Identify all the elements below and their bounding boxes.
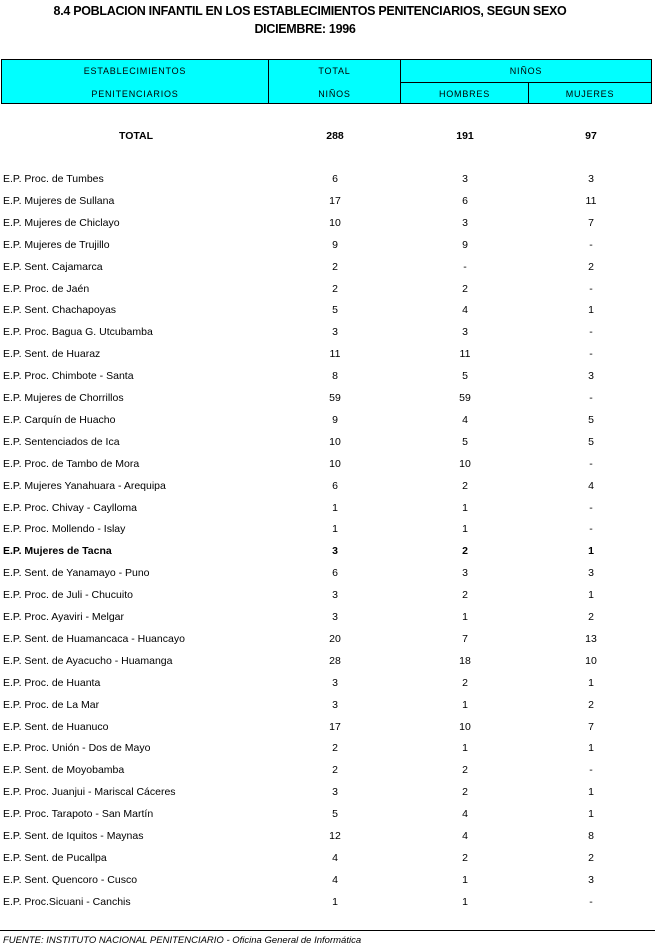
- hombres-cell: 7: [462, 632, 468, 645]
- hombres-cell: 6: [462, 194, 468, 207]
- table-row: [0, 217, 655, 233]
- mujeres-cell: 2: [588, 851, 594, 864]
- header-mujeres: MUJERES: [565, 89, 615, 99]
- header-establecimientos: ESTABLECIMIENTOS: [83, 66, 187, 76]
- mujeres-cell: -: [589, 895, 593, 908]
- hombres-cell: 1: [462, 698, 468, 711]
- establishment-name: E.P. Sentenciados de Ica: [3, 435, 120, 448]
- total-ninos-cell: 59: [329, 392, 341, 404]
- total-ninos-cell: 17: [329, 720, 341, 733]
- total-ninos-cell: 3: [332, 545, 338, 558]
- table-row: [0, 742, 655, 758]
- mujeres-cell: 1: [588, 808, 594, 821]
- establishment-name: E.P. Proc. Mollendo - Islay: [3, 523, 126, 536]
- total-ninos-cell: 5: [332, 808, 338, 821]
- establishment-name: E.P. Proc. de Tambo de Mora: [3, 457, 140, 470]
- establishment-name: E.P. Mujeres de Sullana: [3, 194, 115, 207]
- mujeres-cell: 1: [588, 545, 594, 558]
- mujeres-cell: -: [589, 326, 593, 339]
- hombres-cell: 5: [462, 370, 468, 383]
- hombres-cell: 10: [459, 457, 471, 470]
- table-row: [0, 239, 655, 255]
- table-row: [0, 874, 655, 890]
- table-row: [0, 523, 655, 539]
- total-mujeres: 97: [585, 130, 597, 142]
- hombres-cell: 11: [459, 348, 471, 361]
- mujeres-cell: 3: [588, 873, 594, 886]
- establishment-name: E.P. Proc. de Huanta: [3, 676, 101, 689]
- table-row: [0, 261, 655, 277]
- hombres-cell: 2: [462, 851, 468, 864]
- table-row: [0, 545, 655, 561]
- table-row: [0, 677, 655, 693]
- mujeres-cell: -: [589, 238, 593, 251]
- establishment-name: E.P. Sent. de Huamancaca - Huancayo: [3, 632, 185, 645]
- establishment-name: E.P. Sent. de Ayacucho - Huamanga: [3, 654, 173, 667]
- table-row: [0, 896, 655, 912]
- total-ninos-cell: 8: [332, 370, 338, 383]
- establishment-name: E.P. Proc. Juanjui - Mariscal Cáceres: [3, 786, 176, 799]
- total-ninos-cell: 17: [329, 194, 341, 207]
- mujeres-cell: 4: [588, 479, 594, 492]
- mujeres-cell: 2: [588, 698, 594, 711]
- total-ninos-cell: 9: [332, 413, 338, 426]
- establishment-name: E.P. Sent. de Iquitos - Maynas: [3, 830, 144, 842]
- table-row: [0, 633, 655, 649]
- hombres-cell: 10: [459, 720, 471, 733]
- header-divider: [400, 82, 651, 83]
- total-ninos-cell: 4: [332, 851, 338, 864]
- mujeres-cell: 5: [588, 413, 594, 426]
- establishment-name: E.P. Proc. Bagua G. Utcubamba: [3, 326, 153, 339]
- mujeres-cell: -: [589, 348, 593, 361]
- table-row: [0, 326, 655, 342]
- establishment-name: E.P. Sent. Quencoro - Cusco: [3, 873, 138, 886]
- table-row: [0, 458, 655, 474]
- header-penitenciarios: PENITENCIARIOS: [91, 89, 179, 99]
- establishment-name: E.P. Proc. Chimbote - Santa: [3, 370, 134, 383]
- total-ninos-cell: 3: [332, 589, 338, 602]
- table-header: [1, 59, 652, 104]
- total-ninos-cell: 4: [332, 873, 338, 886]
- mujeres-cell: 1: [588, 589, 594, 602]
- table-row: [0, 370, 655, 386]
- establishment-name: E.P. Proc. de Juli - Chucuito: [3, 589, 133, 602]
- total-ninos-cell: 1: [332, 523, 338, 536]
- mujeres-cell: -: [589, 282, 593, 295]
- hombres-cell: 3: [462, 326, 468, 339]
- table-row: [0, 786, 655, 802]
- table-row: [0, 852, 655, 868]
- hombres-cell: 2: [462, 545, 468, 558]
- establishment-name: E.P. Proc. de Tumbes: [3, 173, 104, 185]
- hombres-cell: 5: [462, 435, 468, 448]
- mujeres-cell: 1: [588, 742, 594, 755]
- hombres-cell: 18: [459, 654, 471, 667]
- total-ninos-cell: 3: [332, 786, 338, 799]
- total-ninos-cell: 10: [329, 216, 341, 229]
- mujeres-cell: -: [589, 501, 593, 514]
- table-subtitle: DICIEMBRE: 1996: [254, 22, 356, 36]
- table-row: [0, 304, 655, 320]
- establishment-name: E.P. Mujeres de Trujillo: [3, 238, 110, 251]
- table-row: [0, 830, 655, 846]
- total-ninos-cell: 2: [332, 282, 338, 295]
- total-ninos: 288: [326, 130, 344, 142]
- hombres-cell: 1: [462, 501, 468, 514]
- total-ninos-cell: 28: [329, 654, 341, 667]
- header-group-ninos: NIÑOS: [509, 66, 543, 76]
- establishment-name: E.P. Proc. de La Mar: [3, 698, 100, 711]
- table-row: [0, 567, 655, 583]
- table-title: 8.4 POBLACION INFANTIL EN LOS ESTABLECIMIENTOS PENITENCIARIOS, SEGUN SEXO: [53, 4, 567, 18]
- table-row: [0, 173, 655, 189]
- table-row: [0, 283, 655, 299]
- hombres-cell: 2: [462, 589, 468, 602]
- mujeres-cell: 11: [585, 194, 597, 207]
- table-row: [0, 436, 655, 452]
- mujeres-cell: 1: [588, 676, 594, 689]
- table-row: [0, 480, 655, 496]
- total-ninos-cell: 11: [329, 348, 341, 361]
- mujeres-cell: 1: [588, 786, 594, 799]
- establishment-name: E.P. Proc.Sicuani - Canchis: [3, 895, 131, 908]
- hombres-cell: 3: [462, 567, 468, 580]
- hombres-cell: 4: [462, 304, 468, 317]
- establishment-name: E.P. Proc. Unión - Dos de Mayo: [3, 742, 151, 755]
- total-ninos-cell: 3: [332, 676, 338, 689]
- mujeres-cell: 3: [588, 173, 594, 185]
- mujeres-cell: 3: [588, 567, 594, 580]
- table-row: [0, 195, 655, 211]
- total-ninos-cell: 1: [332, 501, 338, 514]
- establishment-name: E.P. Mujeres de Chiclayo: [3, 216, 120, 229]
- total-ninos-cell: 10: [329, 457, 341, 470]
- total-ninos-cell: 3: [332, 698, 338, 711]
- total-ninos-cell: 6: [332, 479, 338, 492]
- table-row: [0, 502, 655, 518]
- hombres-cell: 1: [462, 873, 468, 886]
- establishment-name: E.P. Proc. Tarapoto - San Martín: [3, 808, 154, 821]
- total-ninos-cell: 12: [329, 830, 341, 842]
- total-ninos-cell: 1: [332, 895, 338, 908]
- footer-divider: [0, 930, 655, 931]
- hombres-cell: 59: [459, 392, 471, 404]
- total-ninos-cell: 3: [332, 326, 338, 339]
- hombres-cell: 4: [462, 830, 468, 842]
- establishment-name: E.P. Sent. de Moyobamba: [3, 764, 125, 777]
- hombres-cell: 2: [462, 786, 468, 799]
- total-ninos-cell: 2: [332, 742, 338, 755]
- hombres-cell: 2: [462, 676, 468, 689]
- table-row: [0, 611, 655, 627]
- hombres-cell: 4: [462, 413, 468, 426]
- total-ninos-cell: 5: [332, 304, 338, 317]
- hombres-cell: 2: [462, 479, 468, 492]
- mujeres-cell: 8: [588, 830, 594, 842]
- total-ninos-cell: 6: [332, 567, 338, 580]
- hombres-cell: 9: [462, 238, 468, 251]
- hombres-cell: 3: [462, 173, 468, 185]
- mujeres-cell: 10: [585, 654, 597, 667]
- mujeres-cell: -: [589, 523, 593, 536]
- hombres-cell: 1: [462, 523, 468, 536]
- header-ninos: NIÑOS: [318, 89, 351, 99]
- establishment-name: E.P. Proc. Chivay - Caylloma: [3, 501, 138, 514]
- establishment-name: E.P. Sent. Chachapoyas: [3, 304, 117, 317]
- hombres-cell: 1: [462, 611, 468, 623]
- total-ninos-cell: 6: [332, 173, 338, 185]
- mujeres-cell: 7: [588, 216, 594, 229]
- establishment-name: E.P. Proc. de Jaén: [3, 282, 90, 295]
- establishment-name: E.P. Sent. Cajamarca: [3, 260, 103, 273]
- table-row: [0, 589, 655, 605]
- total-ninos-cell: 2: [332, 260, 338, 273]
- table-row: [0, 808, 655, 824]
- establishment-name: E.P. Sent. de Huanuco: [3, 720, 109, 733]
- mujeres-cell: -: [589, 457, 593, 470]
- total-ninos-cell: 20: [329, 632, 341, 645]
- total-label: TOTAL: [118, 130, 154, 142]
- table-row: [0, 764, 655, 780]
- mujeres-cell: 3: [588, 370, 594, 383]
- table-row: [0, 655, 655, 671]
- mujeres-cell: 2: [588, 260, 594, 273]
- total-hombres: 191: [456, 130, 474, 142]
- mujeres-cell: 2: [588, 611, 594, 623]
- source-note: FUENTE: INSTITUTO NACIONAL PENITENCIARIO - Oficina General de Informática: [3, 935, 362, 946]
- header-total: TOTAL: [318, 66, 351, 76]
- establishment-name: E.P. Sent. de Huaraz: [3, 348, 101, 361]
- table-row: [0, 699, 655, 715]
- hombres-cell: 2: [462, 282, 468, 295]
- hombres-cell: 2: [462, 764, 468, 777]
- establishment-name: E.P. Mujeres Yanahuara - Arequipa: [3, 479, 166, 492]
- table-row: [0, 414, 655, 430]
- total-ninos-cell: 3: [332, 611, 338, 623]
- mujeres-cell: -: [589, 392, 593, 404]
- hombres-cell: 4: [462, 808, 468, 821]
- hombres-cell: 1: [462, 895, 468, 908]
- mujeres-cell: 1: [588, 304, 594, 317]
- table-row: [0, 392, 655, 408]
- total-ninos-cell: 9: [332, 238, 338, 251]
- header-hombres: HOMBRES: [438, 89, 491, 99]
- mujeres-cell: 13: [585, 632, 597, 645]
- mujeres-cell: 7: [588, 720, 594, 733]
- total-row: [0, 130, 655, 146]
- establishment-name: E.P. Sent. de Pucallpa: [3, 851, 107, 864]
- establishment-name: E.P. Carquín de Huacho: [3, 413, 116, 426]
- establishment-name: E.P. Mujeres de Tacna: [3, 545, 112, 558]
- hombres-cell: -: [463, 260, 467, 273]
- establishment-name: E.P. Sent. de Yanamayo - Puno: [3, 567, 150, 580]
- total-ninos-cell: 10: [329, 435, 341, 448]
- total-ninos-cell: 2: [332, 764, 338, 777]
- mujeres-cell: 5: [588, 435, 594, 448]
- hombres-cell: 1: [462, 742, 468, 755]
- establishment-name: E.P. Mujeres de Chorrillos: [3, 392, 124, 404]
- mujeres-cell: -: [589, 764, 593, 777]
- table-row: [0, 348, 655, 364]
- table-row: [0, 721, 655, 737]
- establishment-name: E.P. Proc. Ayaviri - Melgar: [3, 611, 124, 623]
- hombres-cell: 3: [462, 216, 468, 229]
